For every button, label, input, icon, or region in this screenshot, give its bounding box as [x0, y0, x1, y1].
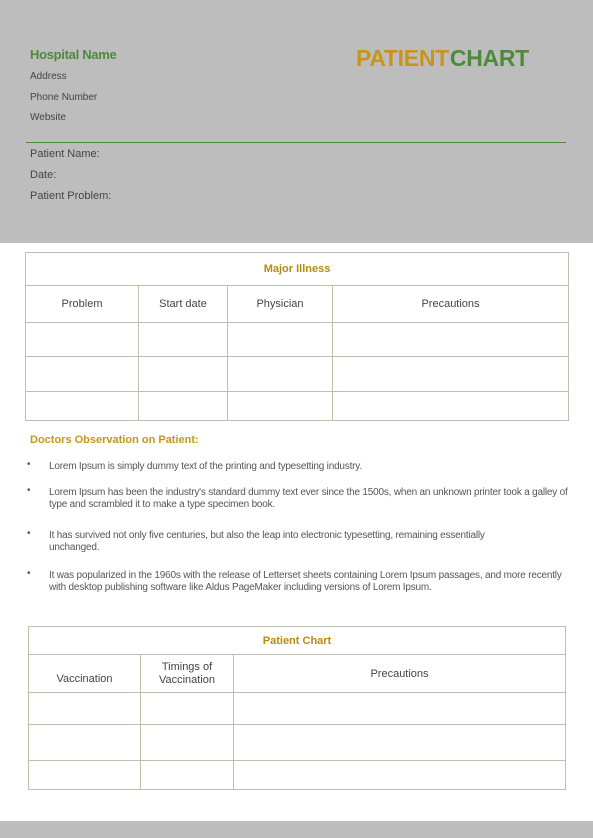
table-header-row: [29, 655, 566, 693]
table-cell[interactable]: [228, 323, 333, 357]
table-cell[interactable]: [141, 725, 234, 761]
table-cell[interactable]: [234, 761, 566, 790]
column-header: Precautions: [234, 655, 566, 693]
hospital-name: Hospital Name: [30, 47, 117, 62]
document-title: [356, 45, 529, 72]
table-cell[interactable]: [333, 392, 569, 421]
hospital-phone: Phone Number: [30, 92, 98, 103]
bullet-marker: •: [27, 485, 31, 496]
table-row: [29, 693, 566, 725]
table-cell[interactable]: [234, 693, 566, 725]
table-cell[interactable]: [26, 357, 139, 392]
table-cell[interactable]: [29, 761, 141, 790]
observation-item: Lorem Ipsum has been the industry's standard dummy text ever since the 1500s, when an unknown printer took a galley of type and scrambled it to make a type specimen book.: [49, 487, 568, 510]
date-label: Date:: [30, 169, 57, 181]
table-cell[interactable]: [228, 392, 333, 421]
bullet-marker: •: [27, 459, 31, 470]
title-part-patient: PATIENT: [356, 45, 449, 71]
patient-chart-table: [28, 626, 566, 790]
observation-item: It was popularized in the 1960s with the release of Letterset sheets containing Lorem Ipsum passages, and more recently with desktop publishing software like Aldus PageMaker including versions of Lorem Ipsum.: [49, 570, 562, 593]
table-cell[interactable]: [26, 323, 139, 357]
column-header: Problem: [26, 286, 139, 323]
patient-chart-caption: Patient Chart: [29, 627, 566, 655]
table-row: [26, 323, 569, 357]
header-divider: [26, 142, 566, 143]
major-illness-table: [25, 252, 569, 421]
table-caption-row: [26, 253, 569, 286]
observation-item: It has survived not only five centuries, but also the leap into electronic typesetting, remaining essentially unchanged.: [49, 530, 485, 553]
bullet-marker: •: [27, 568, 31, 579]
footer-band: [0, 821, 593, 838]
column-header: Timings of Vaccination: [141, 655, 234, 693]
table-row: [29, 725, 566, 761]
table-cell[interactable]: [141, 761, 234, 790]
bullet-marker: •: [27, 528, 31, 539]
patient-problem-label: Patient Problem:: [30, 190, 112, 202]
header-band: [0, 0, 593, 243]
column-header: Physician: [228, 286, 333, 323]
hospital-website: Website: [30, 112, 66, 123]
table-row: [29, 761, 566, 790]
table-cell[interactable]: [234, 725, 566, 761]
column-header: Vaccination: [29, 655, 141, 693]
hospital-address: Address: [30, 71, 67, 82]
table-cell[interactable]: [141, 693, 234, 725]
table-caption-row: [29, 627, 566, 655]
column-header: Precautions: [333, 286, 569, 323]
patient-name-label: Patient Name:: [30, 148, 100, 160]
major-illness-caption: Major Illness: [26, 253, 569, 286]
table-cell[interactable]: [26, 392, 139, 421]
table-cell[interactable]: [139, 392, 228, 421]
table-row: [26, 392, 569, 421]
table-cell[interactable]: [29, 693, 141, 725]
table-cell[interactable]: [333, 323, 569, 357]
observation-item: Lorem Ipsum is simply dummy text of the printing and typesetting industry.: [49, 461, 362, 472]
table-cell[interactable]: [29, 725, 141, 761]
table-cell[interactable]: [228, 357, 333, 392]
observation-title: Doctors Observation on Patient:: [30, 434, 199, 446]
table-cell[interactable]: [139, 357, 228, 392]
column-header: Start date: [139, 286, 228, 323]
table-cell[interactable]: [139, 323, 228, 357]
table-cell[interactable]: [333, 357, 569, 392]
table-row: [26, 357, 569, 392]
table-header-row: [26, 286, 569, 323]
title-part-chart: CHART: [449, 45, 529, 71]
